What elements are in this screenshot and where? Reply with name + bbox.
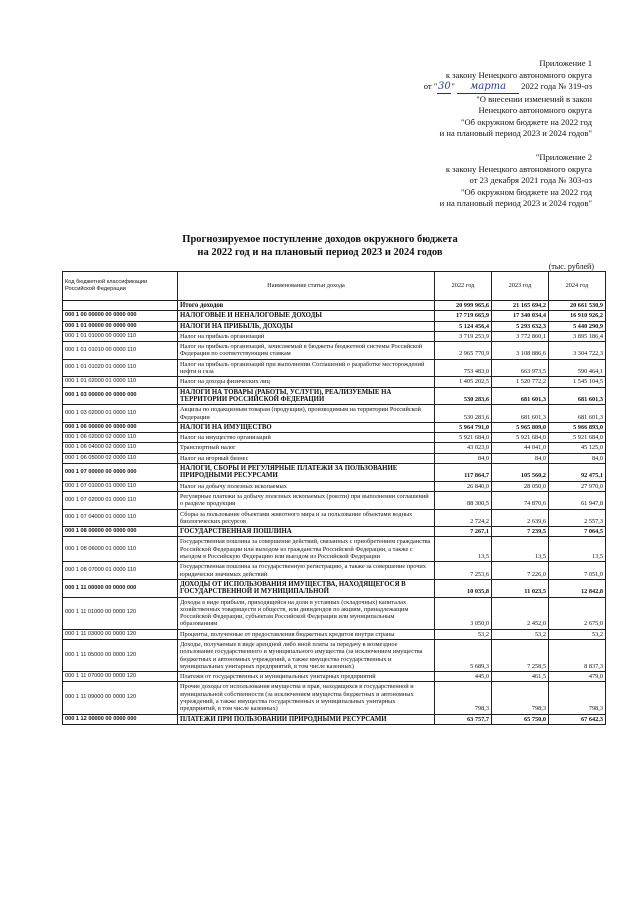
header-name: Наименование статьи дохода: [178, 272, 435, 301]
row-code: 000 1 06 00000 00 0000 000: [63, 422, 178, 432]
annex-2-date-line: от 23 декабря 2021 года № 303-оз: [469, 175, 592, 185]
row-code: 000 1 11 03000 00 0000 120: [63, 629, 178, 639]
table-row: [63, 331, 606, 341]
row-name: Налог на имущество организаций: [178, 433, 435, 443]
value-2022: 13,5: [435, 537, 492, 562]
value-2023: 2 452,0: [492, 597, 549, 629]
row-code: 000 1 11 00000 00 0000 000: [63, 579, 178, 597]
value-2022: 3 050,0: [435, 597, 492, 629]
table-row: [63, 562, 606, 580]
row-code: [63, 301, 178, 311]
row-name: Проценты, полученные от предоставления бюджетных кредитов внутри страны: [178, 629, 435, 639]
row-code: 000 1 06 04000 02 0000 110: [63, 443, 178, 453]
value-2023: 74 870,6: [492, 491, 549, 509]
annex-1-header: [424, 58, 592, 140]
row-name: Регулярные платежи за добычу полезных ископаемых (роялти) при выполнении соглашений о разделе продукции: [178, 491, 435, 509]
value-2023: 7 258,5: [492, 639, 549, 671]
value-2023: 44 041,0: [492, 443, 549, 453]
value-2024: 5 440 290,9: [549, 321, 606, 331]
value-2022: 5 921 684,0: [435, 433, 492, 443]
value-2024: 8 837,3: [549, 639, 606, 671]
row-code: 000 1 07 02000 01 0000 110: [63, 491, 178, 509]
table-row: [63, 714, 606, 724]
table-row: [63, 433, 606, 443]
row-name: Налог на добычу полезных ископаемых: [178, 481, 435, 491]
value-2024: 92 475,1: [549, 464, 606, 482]
table-body: [63, 301, 606, 725]
row-code: 000 1 11 09000 00 0000 120: [63, 682, 178, 714]
value-2022: 445,0: [435, 672, 492, 682]
annex-2-title: "Приложение 2: [535, 152, 592, 162]
row-name: Доходы, получаемые в виде арендной либо иной платы за передачу в возмездное пользование государственного и муниципального имущества (за исключением имущества бюджетных и автономных учреждений, а также имущества государственных и муниципальных унитарных предприятий, в том числе казенных): [178, 639, 435, 671]
row-name: Акцизы по подакцизным товарам (продукции), производимым на территории Российской Федерации: [178, 405, 435, 423]
row-code: 000 1 11 01000 00 0000 120: [63, 597, 178, 629]
row-code: 000 1 01 01010 00 0000 110: [63, 342, 178, 360]
value-2023: 105 560,2: [492, 464, 549, 482]
value-2022: 530 283,6: [435, 387, 492, 405]
table-row: [63, 629, 606, 639]
table-row: [63, 377, 606, 387]
row-code: 000 1 11 07000 00 0000 120: [63, 672, 178, 682]
value-2023: 5 965 809,0: [492, 422, 549, 432]
row-code: 000 1 08 06000 01 0000 110: [63, 537, 178, 562]
value-2023: 663 973,5: [492, 359, 549, 377]
value-2024: 67 642,3: [549, 714, 606, 724]
value-2022: 530 283,6: [435, 405, 492, 423]
row-code: 000 1 01 02000 01 0000 110: [63, 377, 178, 387]
handwritten-day: 30: [437, 81, 451, 92]
value-2022: 7 267,1: [435, 527, 492, 537]
value-2022: 5 124 456,4: [435, 321, 492, 331]
value-2024: 1 545 104,5: [549, 377, 606, 387]
annex-1-line4: "О внесении изменений в закон: [476, 93, 592, 104]
table-row: [63, 682, 606, 714]
row-code: 000 1 11 05000 00 0000 120: [63, 639, 178, 671]
title-line-2: на 2022 год и на плановый период 2023 и 2024 годов: [197, 247, 443, 258]
value-2024: 7 051,0: [549, 562, 606, 580]
annex-1-quote-open: ": [433, 81, 438, 91]
title-line-1: Прогнозируемое поступление доходов окружного бюджета: [182, 234, 458, 245]
annex-2-line4: "Об окружном бюджете на 2022 год: [460, 186, 592, 197]
row-name: НАЛОГИ НА ПРИБЫЛЬ, ДОХОДЫ: [178, 321, 435, 331]
annex-1-title: Приложение 1: [539, 58, 592, 68]
value-2022: 117 864,7: [435, 464, 492, 482]
value-2024: 7 064,5: [549, 527, 606, 537]
row-name: ПЛАТЕЖИ ПРИ ПОЛЬЗОВАНИИ ПРИРОДНЫМИ РЕСУРСАМИ: [178, 714, 435, 724]
value-2023: 65 750,0: [492, 714, 549, 724]
annex-2-law-ref: к закону Ненецкого автономного округа: [445, 163, 592, 174]
annex-2-line5: и на плановый период 2023 и 2024 годов": [439, 198, 592, 208]
table-row: [63, 453, 606, 463]
value-2022: 2 965 770,9: [435, 342, 492, 360]
value-2023: 28 050,0: [492, 481, 549, 491]
row-name: НАЛОГИ НА ИМУЩЕСТВО: [178, 422, 435, 432]
row-code: 000 1 07 00000 00 0000 000: [63, 464, 178, 482]
row-name: НАЛОГИ, СБОРЫ И РЕГУЛЯРНЫЕ ПЛАТЕЖИ ЗА ПОЛЬЗОВАНИЕ ПРИРОДНЫМИ РЕСУРСАМИ: [178, 464, 435, 482]
row-name: Транспортный налог: [178, 443, 435, 453]
value-2023: 798,3: [492, 682, 549, 714]
table-row: [63, 359, 606, 377]
table-row: [63, 342, 606, 360]
value-2024: 20 661 530,9: [549, 301, 606, 311]
value-2023: 5 293 632,3: [492, 321, 549, 331]
value-2022: 5 964 791,0: [435, 422, 492, 432]
header-2022: 2022 год: [435, 272, 492, 301]
table-row: [63, 311, 606, 321]
row-code: 000 1 07 01000 01 0000 110: [63, 481, 178, 491]
value-2022: 26 840,0: [435, 481, 492, 491]
table-row: [63, 491, 606, 509]
annex-1-line7: и на плановый период 2023 и 2024 годов": [439, 128, 592, 138]
row-name: Налог на прибыль организаций: [178, 331, 435, 341]
row-name: Прочие доходы от использования имущества и прав, находящихся в государственной и муниципальной собственности (за исключением имущества бюджетных и автономных учреждений, а также имущества государственных и муниципальных унитарных предприятий, в том числе казенных): [178, 682, 435, 714]
value-2023: 1 520 772,2: [492, 377, 549, 387]
value-2023: 84,0: [492, 453, 549, 463]
table-row: [63, 405, 606, 423]
value-2024: 681 601,3: [549, 387, 606, 405]
value-2023: 11 023,5: [492, 579, 549, 597]
row-name: Итого доходов: [178, 301, 435, 311]
header-code: Код бюджетной классификации Российской Федерации: [63, 272, 178, 301]
header-2023: 2023 год: [492, 272, 549, 301]
value-2024: 3 304 722,3: [549, 342, 606, 360]
row-code: 000 1 06 02000 02 0000 110: [63, 433, 178, 443]
value-2023: 7 226,0: [492, 562, 549, 580]
value-2022: 10 035,8: [435, 579, 492, 597]
table-row: [63, 537, 606, 562]
row-code: 000 1 01 01020 01 0000 110: [63, 359, 178, 377]
value-2024: 479,0: [549, 672, 606, 682]
row-name: Налог на игорный бизнес: [178, 453, 435, 463]
row-code: 000 1 08 07000 01 0000 110: [63, 562, 178, 580]
value-2022: 17 719 665,9: [435, 311, 492, 321]
annex-1-law-ref: к закону Ненецкого автономного округа: [445, 69, 592, 80]
value-2024: 27 970,0: [549, 481, 606, 491]
revenue-table: [62, 271, 606, 725]
value-2023: 3 108 886,6: [492, 342, 549, 360]
value-2022: 798,3: [435, 682, 492, 714]
value-2024: 681 601,3: [549, 405, 606, 423]
row-code: 000 1 03 02000 01 0000 110: [63, 405, 178, 423]
value-2024: 84,0: [549, 453, 606, 463]
annex-1-quote-close: ": [451, 81, 455, 91]
row-name: Налог на прибыль организаций при выполнении Соглашений о разработке месторождений нефти и газа: [178, 359, 435, 377]
row-code: 000 1 07 04000 01 0000 110: [63, 509, 178, 527]
table-row: [63, 321, 606, 331]
row-code: 000 1 01 00000 00 0000 000: [63, 321, 178, 331]
value-2024: 5 966 893,0: [549, 422, 606, 432]
value-2023: 3 772 860,1: [492, 331, 549, 341]
value-2024: 53,2: [549, 629, 606, 639]
annex-1-date-line: [424, 81, 592, 94]
row-name: ДОХОДЫ ОТ ИСПОЛЬЗОВАНИЯ ИМУЩЕСТВА, НАХОДЯЩЕГОСЯ В ГОСУДАРСТВЕННОЙ И МУНИЦИПАЛЬНОЙ: [178, 579, 435, 597]
row-name: Государственная пошлина за совершение действий, связанных с приобретением гражданства Российской Федерации или выходом из гражданства Российской Федерации, а также с въездом в Российскую Федерацию или выездом из Российской Федерации: [178, 537, 435, 562]
annex-2-header: [440, 152, 592, 210]
value-2022: 1 405 202,5: [435, 377, 492, 387]
value-2023: 2 639,6: [492, 509, 549, 527]
row-name: НАЛОГОВЫЕ И НЕНАЛОГОВЫЕ ДОХОДЫ: [178, 311, 435, 321]
value-2022: 2 724,2: [435, 509, 492, 527]
value-2023: 5 921 684,0: [492, 433, 549, 443]
value-2023: 7 239,5: [492, 527, 549, 537]
unit-label: (тыс. рублей): [548, 262, 594, 271]
row-name: Доходы в виде прибыли, приходящейся на доли в уставных (складочных) капиталах хозяйственных товариществ и обществ, или дивидендов по акциям, принадлежащим Российской Федерации, субъектам Российской Федерации или муниципальным образованиям: [178, 597, 435, 629]
value-2022: 43 023,0: [435, 443, 492, 453]
table-row: [63, 509, 606, 527]
value-2024: 2 675,0: [549, 597, 606, 629]
value-2023: 681 601,3: [492, 387, 549, 405]
value-2022: 3 719 253,9: [435, 331, 492, 341]
table-row: [63, 443, 606, 453]
row-code: 000 1 08 00000 00 0000 000: [63, 527, 178, 537]
table-row: [63, 579, 606, 597]
value-2022: 63 757,7: [435, 714, 492, 724]
table-row: [63, 422, 606, 432]
value-2024: 5 921 684,0: [549, 433, 606, 443]
value-2023: 17 340 034,4: [492, 311, 549, 321]
value-2024: 61 947,8: [549, 491, 606, 509]
value-2022: 88 300,5: [435, 491, 492, 509]
row-name: Платежи от государственных и муниципальных унитарных предприятий: [178, 672, 435, 682]
row-name: ГОСУДАРСТВЕННАЯ ПОШЛИНА: [178, 527, 435, 537]
value-2024: 45 125,0: [549, 443, 606, 453]
row-name: Налог на прибыль организаций, зачисляемый в бюджеты бюджетной системы Российской Федерации по соответствующим ставкам: [178, 342, 435, 360]
row-code: 000 1 12 00000 00 0000 000: [63, 714, 178, 724]
header-2024: 2024 год: [549, 272, 606, 301]
handwritten-month: марта: [457, 81, 519, 94]
value-2024: 12 842,8: [549, 579, 606, 597]
row-name: Государственная пошлина за государственную регистрацию, а также за совершение прочих юридически значимых действий: [178, 562, 435, 580]
table-row: [63, 527, 606, 537]
value-2023: 53,2: [492, 629, 549, 639]
value-2024: 590 464,1: [549, 359, 606, 377]
annex-1-from: от: [423, 81, 432, 91]
value-2022: 20 999 965,6: [435, 301, 492, 311]
value-2022: 7 253,6: [435, 562, 492, 580]
row-name: Сборы за пользование объектами животного мира и за пользование объектами водных биологических ресурсов: [178, 509, 435, 527]
value-2022: 753 483,0: [435, 359, 492, 377]
row-name: НАЛОГИ НА ТОВАРЫ (РАБОТЫ, УСЛУГИ), РЕАЛИЗУЕМЫЕ НА ТЕРРИТОРИИ РОССИЙСКОЙ ФЕДЕРАЦИИ: [178, 387, 435, 405]
table-header-row: [63, 272, 606, 301]
value-2022: 53,2: [435, 629, 492, 639]
row-code: 000 1 01 01000 00 0000 110: [63, 331, 178, 341]
row-code: 000 1 00 00000 00 0000 000: [63, 311, 178, 321]
value-2023: 21 165 694,2: [492, 301, 549, 311]
value-2022: 84,0: [435, 453, 492, 463]
row-code: 000 1 03 00000 00 0000 000: [63, 387, 178, 405]
value-2024: 798,3: [549, 682, 606, 714]
value-2022: 5 689,3: [435, 639, 492, 671]
row-name: Налог на доходы физических лиц: [178, 377, 435, 387]
table-row: [63, 464, 606, 482]
table-row: [63, 301, 606, 311]
table-row: [63, 597, 606, 629]
annex-1-line6: "Об окружном бюджете на 2022 год: [460, 116, 592, 127]
row-code: 000 1 06 05000 02 0000 110: [63, 453, 178, 463]
value-2024: 13,5: [549, 537, 606, 562]
table-row: [63, 639, 606, 671]
value-2024: 2 557,3: [549, 509, 606, 527]
annex-1-year-number: 2022 года № 319-оз: [521, 81, 592, 91]
table-row: [63, 387, 606, 405]
table-row: [63, 481, 606, 491]
value-2023: 681 601,3: [492, 405, 549, 423]
document-title: [0, 233, 640, 259]
value-2024: 16 910 926,2: [549, 311, 606, 321]
annex-1-line5: Ненецкого автономного округа: [478, 105, 592, 115]
value-2023: 13,5: [492, 537, 549, 562]
table-row: [63, 672, 606, 682]
value-2024: 3 895 186,4: [549, 331, 606, 341]
value-2023: 461,5: [492, 672, 549, 682]
